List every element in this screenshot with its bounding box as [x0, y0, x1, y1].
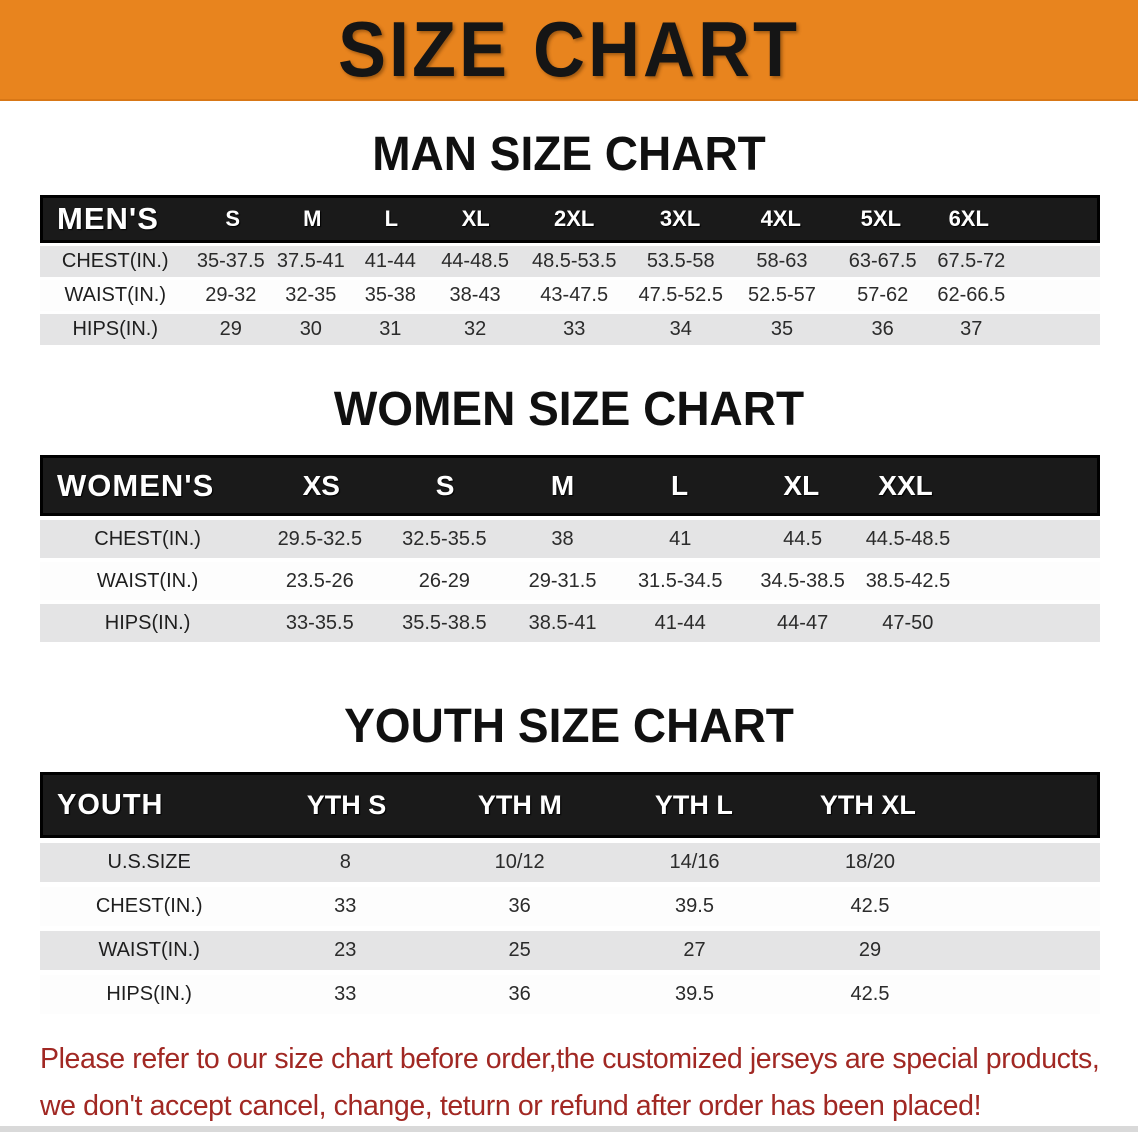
size-column-header: L	[671, 469, 689, 501]
youth-size-table	[40, 772, 1100, 1014]
size-value-cell: 47-50	[882, 611, 934, 634]
table-header-row	[40, 455, 1100, 516]
measurement-label: HIPS(IN.)	[106, 983, 192, 1005]
size-value-cell: 29	[858, 939, 882, 961]
table-row	[40, 887, 1100, 926]
table-row	[40, 520, 1100, 558]
size-value-cell: 31	[379, 318, 402, 340]
disclaimer-line-1: Please refer to our size chart before order,the customized jerseys are special products,	[40, 1043, 1100, 1075]
disclaimer-line-2: we don't accept cancel, change, teturn or refund after order has been placed!	[40, 1090, 982, 1122]
size-value-cell: 41	[669, 527, 692, 550]
size-value-cell: 39.5	[675, 983, 714, 1005]
size-value-cell: 27	[683, 939, 706, 961]
size-value-cell: 44.5	[783, 527, 823, 550]
size-value-cell: 29-32	[205, 284, 257, 306]
size-value-cell: 36	[508, 983, 531, 1005]
size-value-cell: 47.5-52.5	[638, 284, 723, 306]
table-row	[40, 931, 1100, 970]
size-value-cell: 33-35.5	[285, 611, 354, 634]
size-value-cell: 26-29	[418, 569, 470, 592]
size-value-cell: 43-47.5	[540, 284, 609, 306]
size-value-cell: 58-63	[756, 250, 808, 272]
size-value-cell: 23.5-26	[285, 569, 354, 592]
measurement-label: WAIST(IN.)	[64, 284, 166, 306]
table-group-label: MEN'S	[57, 201, 159, 236]
size-value-cell: 48.5-53.5	[531, 250, 617, 272]
table-row	[40, 562, 1100, 600]
measurement-label: CHEST(IN.)	[94, 527, 201, 550]
size-value-cell: 35-38	[364, 284, 416, 306]
table-row	[40, 280, 1100, 311]
size-value-cell: 33	[563, 318, 586, 340]
size-value-cell: 42.5	[850, 983, 890, 1005]
size-value-cell: 37	[960, 318, 983, 340]
measurement-label: HIPS(IN.)	[104, 611, 191, 634]
size-value-cell: 30	[299, 318, 322, 340]
size-value-cell: 14/16	[669, 851, 720, 873]
size-value-cell: 33	[334, 983, 357, 1005]
size-value-cell: 36	[871, 318, 894, 340]
size-value-cell: 38	[551, 527, 574, 550]
size-value-cell: 38-43	[449, 284, 501, 306]
men-section-heading: MAN SIZE CHART	[372, 125, 766, 181]
measurement-label: CHEST(IN.)	[61, 250, 169, 272]
table-row	[40, 975, 1100, 1014]
women-size-table	[40, 455, 1100, 642]
size-value-cell: 44-47	[777, 611, 829, 634]
size-column-header: M	[303, 206, 322, 231]
size-value-cell: 37.5-41	[276, 250, 345, 272]
size-value-cell: 32	[463, 318, 487, 340]
size-value-cell: 63-67.5	[848, 250, 917, 272]
table-row	[40, 843, 1100, 882]
men-size-table	[40, 195, 1100, 345]
size-value-cell: 44-48.5	[441, 250, 510, 272]
size-column-header: YTH M	[477, 789, 562, 820]
size-column-header: L	[384, 206, 399, 231]
page-title: SIZE CHART	[338, 6, 800, 93]
size-column-header: S	[225, 206, 241, 231]
size-value-cell: 39.5	[675, 895, 714, 917]
size-value-cell: 42.5	[850, 895, 890, 917]
measurement-label: WAIST(IN.)	[96, 569, 199, 592]
table-header-row	[40, 772, 1100, 838]
size-value-cell: 23	[334, 939, 357, 961]
table-group-label: YOUTH	[57, 788, 164, 821]
size-column-header: YTH L	[654, 789, 733, 820]
size-value-cell: 32-35	[285, 284, 337, 306]
size-value-cell: 29.5-32.5	[277, 527, 363, 550]
measurement-label: U.S.SIZE	[107, 851, 191, 873]
size-value-cell: 33	[334, 895, 357, 917]
size-value-cell: 25	[508, 939, 531, 961]
size-column-header: YTH XL	[819, 789, 916, 820]
size-chart-banner	[0, 0, 1138, 101]
table-header-row	[40, 195, 1100, 243]
size-column-header: 2XL	[553, 206, 595, 231]
size-value-cell: 41-44	[364, 250, 416, 272]
measurement-label: WAIST(IN.)	[98, 939, 200, 961]
table-group-label: WOMEN'S	[57, 467, 215, 503]
size-value-cell: 44.5-48.5	[865, 527, 951, 550]
size-value-cell: 67.5-72	[937, 250, 1006, 272]
size-value-cell: 29-31.5	[528, 569, 597, 592]
size-value-cell: 8	[339, 851, 351, 873]
size-value-cell: 52.5-57	[748, 284, 816, 306]
size-value-cell: 18/20	[844, 851, 896, 873]
size-column-header: 5XL	[860, 206, 902, 231]
size-column-header: XL	[461, 206, 490, 231]
size-column-header: 4XL	[760, 206, 801, 231]
size-column-header: XL	[783, 469, 820, 501]
size-value-cell: 62-66.5	[937, 284, 1006, 306]
order-disclaimer	[0, 1036, 1138, 1130]
size-column-header: 6XL	[948, 206, 989, 231]
table-row	[40, 604, 1100, 642]
size-column-header: 3XL	[659, 206, 701, 231]
size-value-cell: 36	[508, 895, 531, 917]
size-value-cell: 41-44	[654, 611, 706, 634]
size-value-cell: 53.5-58	[646, 250, 715, 272]
measurement-label: HIPS(IN.)	[72, 318, 159, 340]
size-column-header: XXL	[878, 469, 933, 501]
women-section-heading: WOMEN SIZE CHART	[333, 380, 805, 436]
size-value-cell: 35.5-38.5	[402, 611, 487, 634]
bottom-edge-divider	[0, 1126, 1138, 1132]
size-value-cell: 31.5-34.5	[637, 569, 723, 592]
size-value-cell: 57-62	[857, 284, 909, 306]
size-column-header: XS	[302, 469, 340, 501]
size-column-header: M	[550, 469, 575, 501]
size-value-cell: 32.5-35.5	[402, 527, 487, 550]
measurement-label: CHEST(IN.)	[95, 895, 203, 917]
size-value-cell: 38.5-42.5	[865, 569, 951, 592]
table-row	[40, 246, 1100, 277]
table-row	[40, 314, 1100, 345]
size-value-cell: 35-37.5	[196, 250, 265, 272]
size-value-cell: 35	[770, 318, 794, 340]
size-value-cell: 34.5-38.5	[760, 569, 845, 592]
size-value-cell: 29	[219, 318, 242, 340]
size-value-cell: 10/12	[494, 851, 545, 873]
size-column-header: YTH S	[306, 789, 387, 820]
size-column-header: S	[435, 469, 455, 501]
youth-section-heading: YOUTH SIZE CHART	[344, 697, 794, 753]
size-value-cell: 34	[669, 318, 692, 340]
size-value-cell: 38.5-41	[528, 611, 597, 634]
